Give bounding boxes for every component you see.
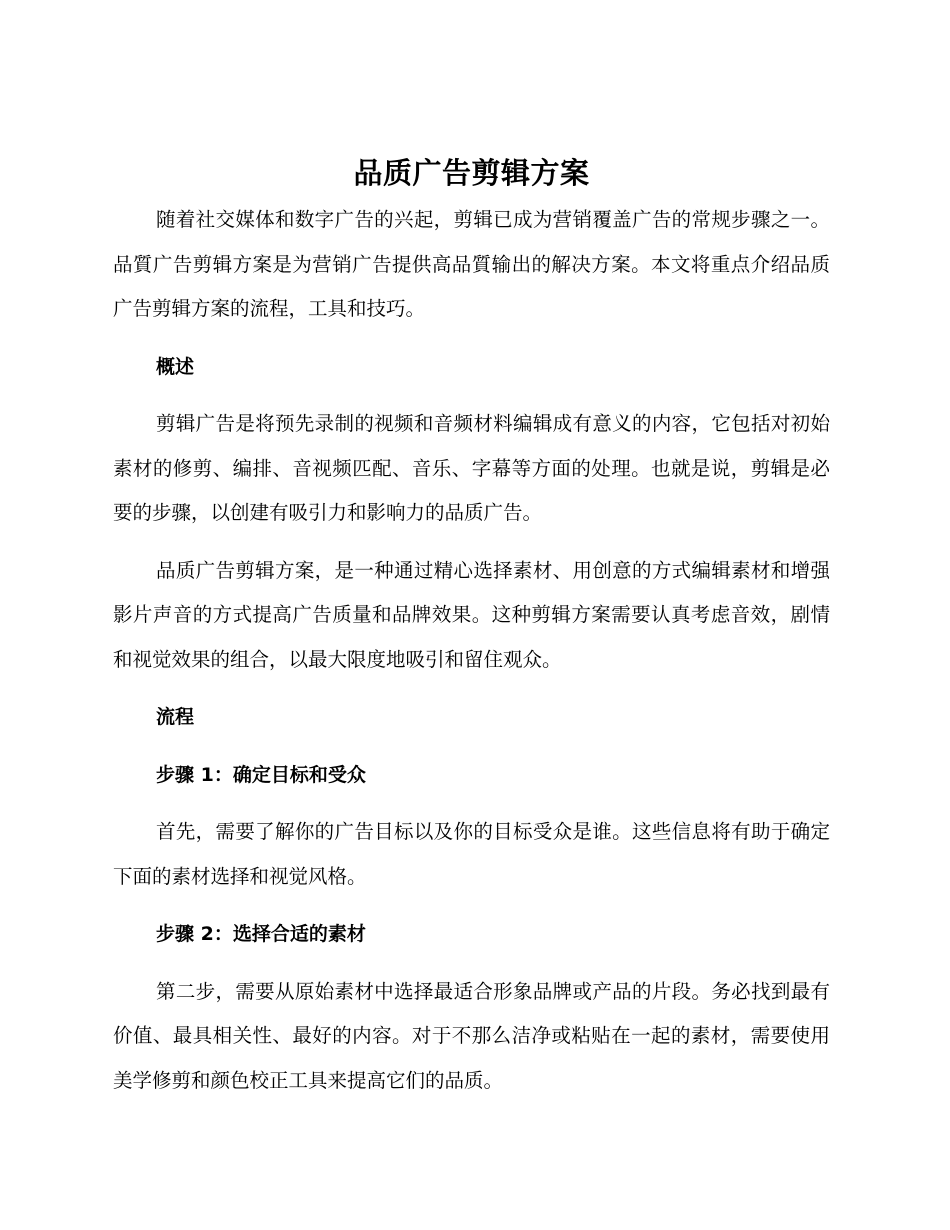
spacer: [113, 740, 830, 753]
spacer: [113, 899, 830, 912]
spacer: [113, 957, 830, 970]
spacer: [113, 797, 830, 810]
overview-heading: 概述: [156, 355, 195, 378]
spacer: [113, 332, 830, 345]
step1-heading: 步骤 1：确定目标和受众: [156, 763, 366, 786]
intro-paragraph: 随着社交媒体和数字广告的兴起，剪辑已成为营销覆盖广告的常规步骤之一。品質广告剪辑方案是为营销广告提供高品質输出的解决方案。本文将重点介绍品质广告剪辑方案的流程，工具和技巧。: [113, 208, 830, 320]
spacer: [113, 389, 830, 402]
overview-paragraph-1: 剪辑广告是将预先录制的视频和音频材料编辑成有意义的内容，它包括对初始素材的修剪、编排、音视频匹配、音乐、字幕等方面的处理。也就是说，剪辑是必要的步骤，以创建有吸引力和影响力的品质广告。: [113, 412, 830, 524]
document-title: 品质广告剪辑方案: [353, 156, 590, 190]
overview-paragraph-2: 品质广告剪辑方案，是一种通过精心选择素材、用创意的方式编辑素材和增强影片声音的方式提高广告质量和品牌效果。这种剪辑方案需要认真考虑音效，剧情和视觉效果的组合，以最大限度地吸引和留住观众。: [113, 558, 830, 671]
step1-paragraph: 首先，需要了解你的广告目标以及你的目标受众是谁。这些信息将有助于确定下面的素材选择和视觉风格。: [113, 820, 830, 888]
process-heading: 流程: [156, 706, 195, 728]
step2-heading: 步骤 2：选择合适的素材: [156, 923, 366, 945]
spacer: [113, 536, 830, 549]
step2-paragraph: 第二步，需要从原始素材中选择最适合形象品牌或产品的片段。务必找到最有价值、最具相关性、最好的内容。对于不那么洁净或粘贴在一起的素材，需要使用美学修剪和颜色校正工具来提高它们的品质。: [113, 979, 830, 1092]
document-page: [113, 150, 830, 1103]
spacer: [113, 682, 830, 695]
